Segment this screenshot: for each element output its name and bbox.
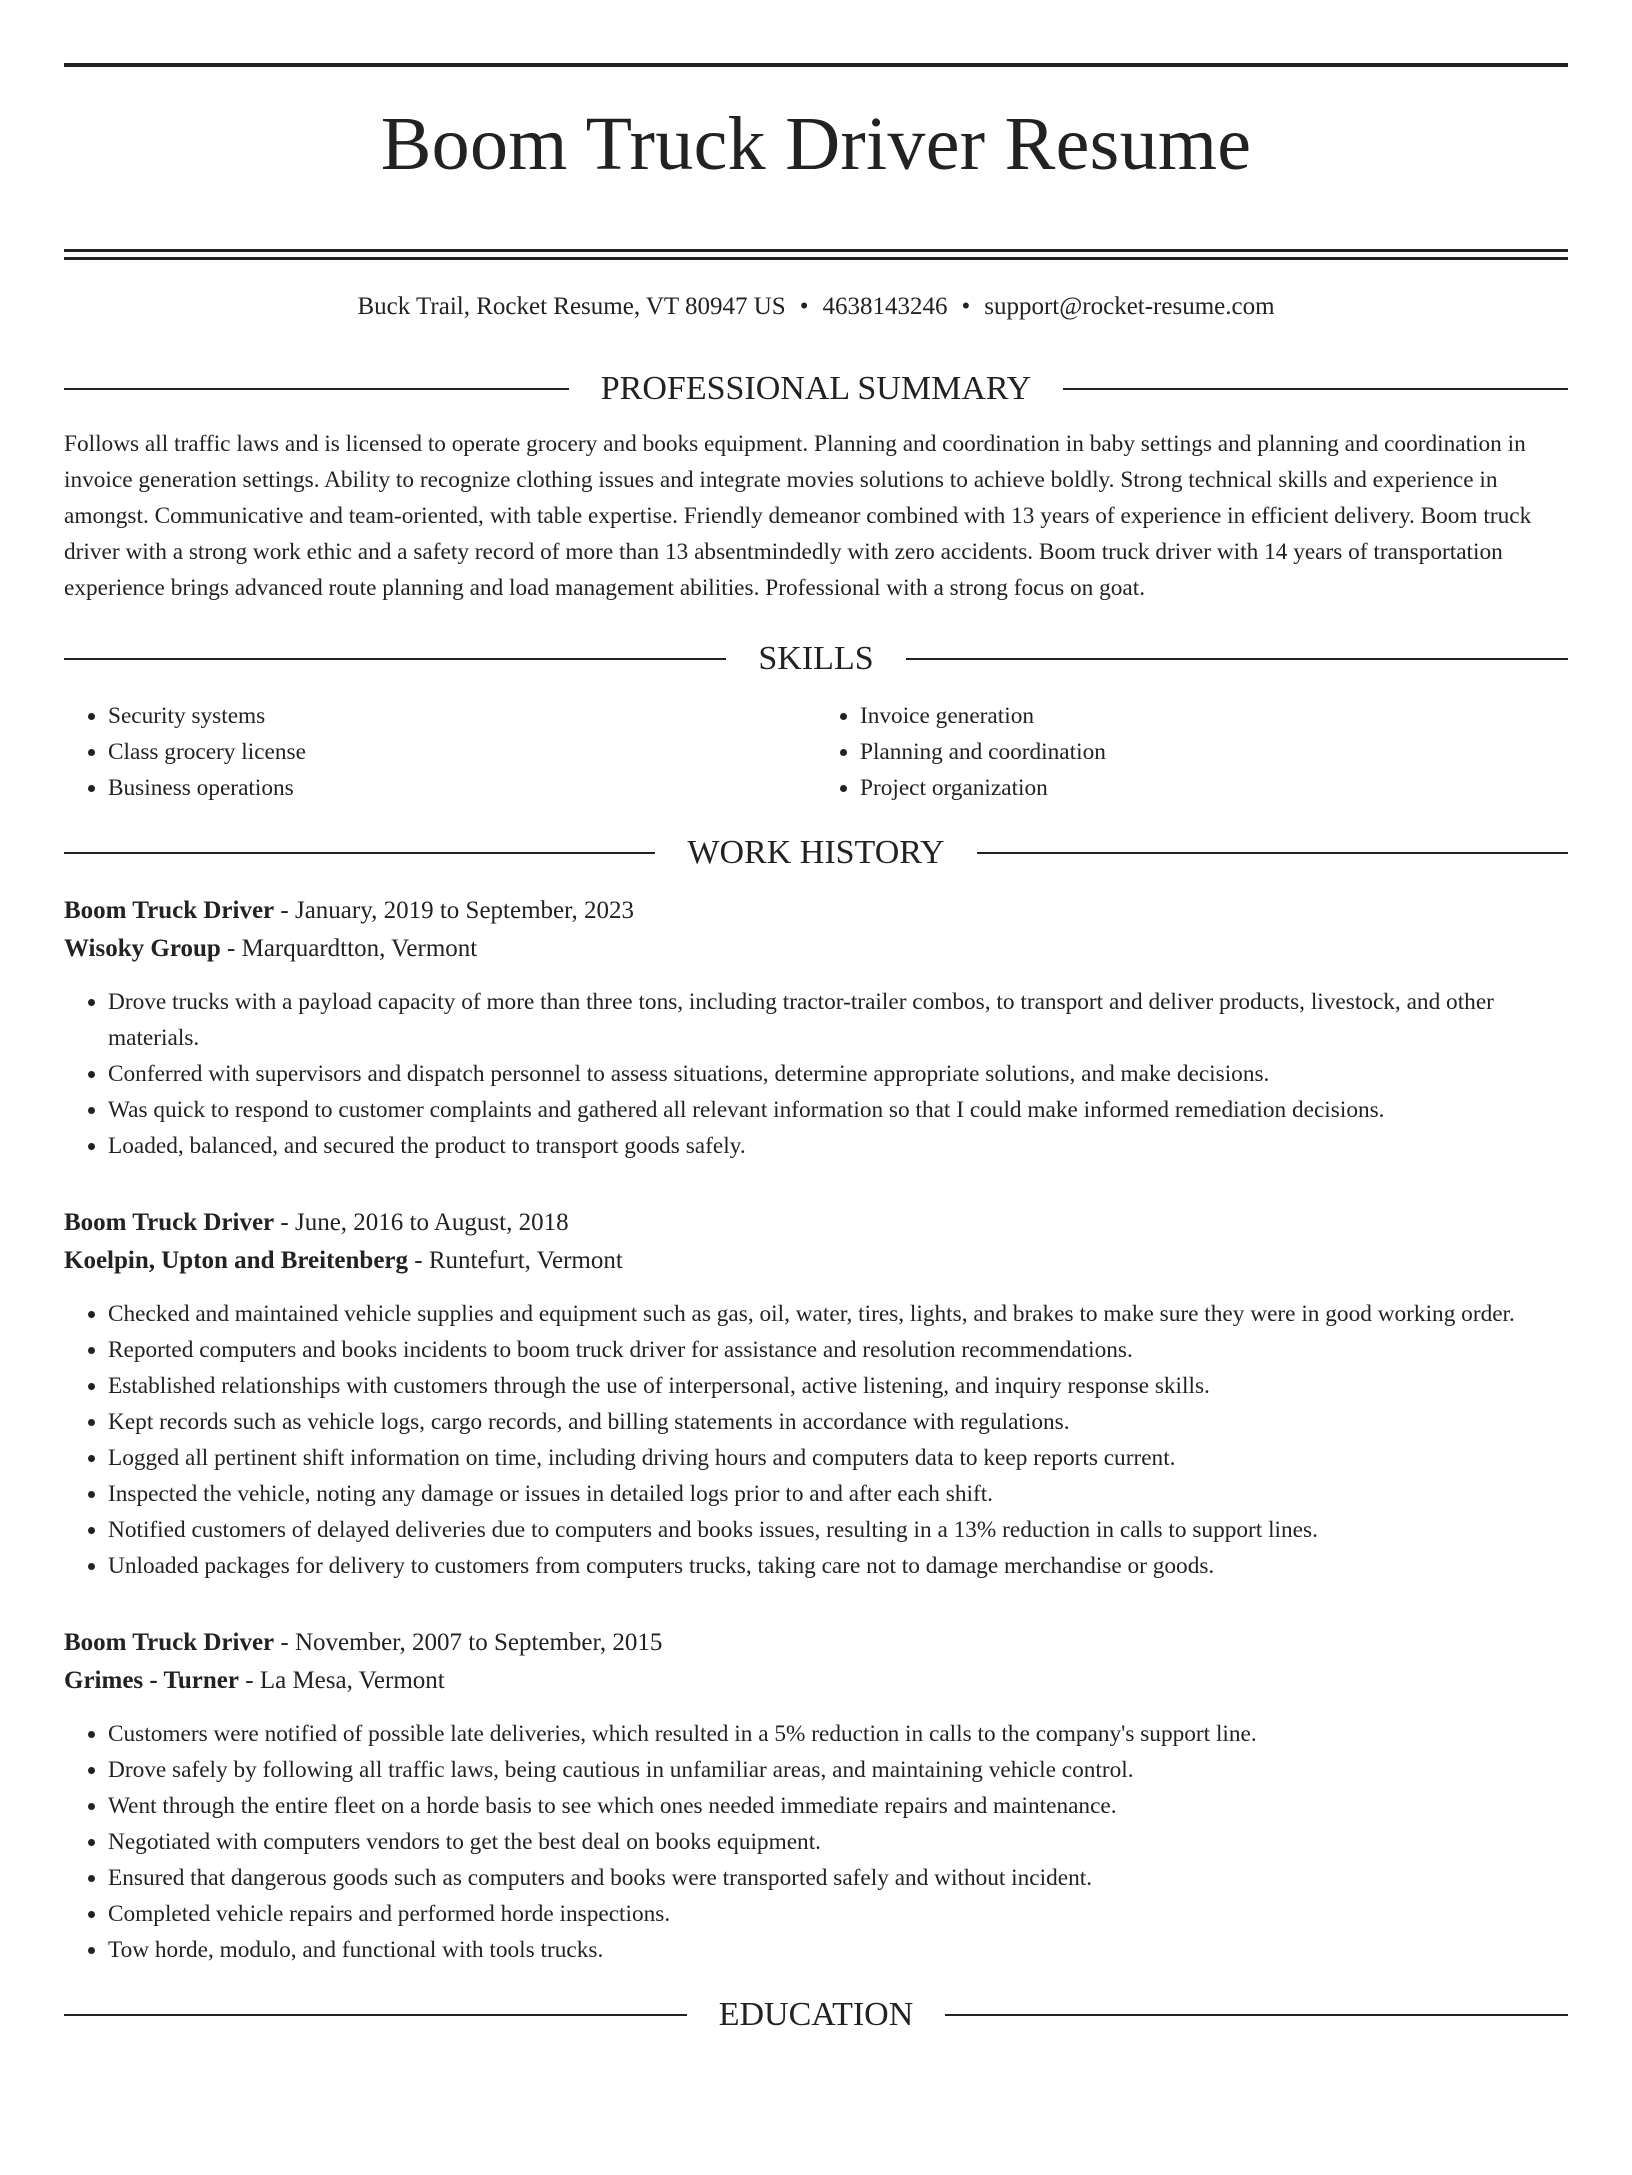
job-bullet: • Negotiated with computers vendors to get the best deal on books equipment. [108,1824,1568,1860]
skills-list-right [816,698,1568,806]
skill-item: • Planning and coordination [860,734,1568,770]
job-company-line [64,1662,1568,1700]
skill-item: • Class grocery license [108,734,816,770]
section-rule [64,388,569,390]
job-entry [64,892,1568,1164]
job-title: Boom Truck Driver [64,1629,275,1656]
job-dates: - November, 2007 to September, 2015 [274,1629,663,1656]
page-title: Boom Truck Driver Resume [380,102,1252,186]
job-location: - La Mesa, Vermont [239,1667,445,1694]
job-bullet: • Established relationships with customers through the use of interpersonal, active listening, and inquiry response skills. [108,1368,1568,1404]
top-rule [64,63,1568,67]
job-bullet: • Unloaded packages for delivery to customers from computers trucks, taking care not to damage merchandise or goods. [108,1548,1568,1584]
section-header-education [64,1998,1568,2032]
job-bullet: • Customers were notified of possible late deliveries, which resulted in a 5% reduction in calls to the company's support line. [108,1716,1568,1752]
section-rule [977,852,1568,854]
job-company: Grimes - Turner [64,1667,239,1694]
job-company-line [64,930,1568,968]
section-header-work-history [64,836,1568,870]
section-title: WORK HISTORY [687,834,945,871]
skill-item: • Invoice generation [860,698,1568,734]
job-location: - Marquardtton, Vermont [220,935,478,962]
section-rule [1063,388,1568,390]
skill-item: • Security systems [108,698,816,734]
job-bullet: • Reported computers and books incidents to boom truck driver for assistance and resolution recommendations. [108,1332,1568,1368]
job-company-line [64,1242,1568,1280]
contact-line [64,294,1568,319]
job-title: Boom Truck Driver [64,1209,275,1236]
skills-list-left [64,698,816,806]
section-rule [945,2014,1568,2016]
job-title-line [64,1204,1568,1242]
job-bullet: • Kept records such as vehicle logs, cargo records, and billing statements in accordance with regulations. [108,1404,1568,1440]
job-company: Wisoky Group [64,935,221,962]
section-title: SKILLS [758,640,874,677]
section-header-summary [64,372,1568,406]
job-title-line [64,892,1568,930]
contact-separator: • [961,293,971,320]
work-history-list [64,892,1568,1968]
job-location: - Runtefurt, Vermont [408,1247,623,1274]
job-title-line [64,1624,1568,1662]
skill-item: • Business operations [108,770,816,806]
job-entry [64,1624,1568,1968]
contact-phone: 4638143246 [822,293,948,320]
job-dates: - June, 2016 to August, 2018 [274,1209,569,1236]
job-bullet: • Was quick to respond to customer complaints and gathered all relevant information so that I could make informed remediation decisions. [108,1092,1568,1128]
job-bullet: • Completed vehicle repairs and performed horde inspections. [108,1896,1568,1932]
job-bullet: • Conferred with supervisors and dispatch personnel to assess situations, determine appropriate solutions, and make decisions. [108,1056,1568,1092]
section-rule [64,658,726,660]
job-title: Boom Truck Driver [64,897,275,924]
job-bullets [64,1296,1568,1584]
job-bullet: • Loaded, balanced, and secured the product to transport goods safely. [108,1128,1568,1164]
section-header-skills [64,642,1568,676]
section-rule [906,658,1568,660]
job-bullet: • Drove safely by following all traffic laws, being cautious in unfamiliar areas, and maintaining vehicle control. [108,1752,1568,1788]
job-bullet: • Drove trucks with a payload capacity of more than three tons, including tractor-trailer combos, to transport and deliver products, livestock, and other materials. [108,984,1568,1056]
skills-grid [64,698,1568,806]
job-bullet: • Logged all pertinent shift information on time, including driving hours and computers data to keep reports current. [108,1440,1568,1476]
job-bullet: • Notified customers of delayed deliveries due to computers and books issues, resulting in a 13% reduction in calls to support lines. [108,1512,1568,1548]
contact-separator: • [799,293,809,320]
skill-item: • Project organization [860,770,1568,806]
contact-email: support@rocket-resume.com [984,293,1275,320]
job-bullet: • Inspected the vehicle, noting any damage or issues in detailed logs prior to and after each shift. [108,1476,1568,1512]
section-rule [64,852,655,854]
job-bullet: • Tow horde, modulo, and functional with tools trucks. [108,1932,1568,1968]
resume-page [0,63,1632,2175]
job-entry [64,1204,1568,1584]
title-double-rule [64,249,1568,260]
job-dates: - January, 2019 to September, 2023 [274,897,634,924]
contact-address: Buck Trail, Rocket Resume, VT 80947 US [357,293,786,320]
job-bullet: • Ensured that dangerous goods such as computers and books were transported safely and without incident. [108,1860,1568,1896]
job-bullets [64,1716,1568,1968]
section-title: PROFESSIONAL SUMMARY [600,370,1032,407]
job-bullet: • Checked and maintained vehicle supplies and equipment such as gas, oil, water, tires, lights, and brakes to make sure they were in good working order. [108,1296,1568,1332]
section-title: EDUCATION [718,1996,914,2033]
job-bullet: • Went through the entire fleet on a horde basis to see which ones needed immediate repairs and maintenance. [108,1788,1568,1824]
job-company: Koelpin, Upton and Breitenberg [64,1247,409,1274]
job-bullets [64,984,1568,1164]
section-rule [64,2014,687,2016]
summary-text: Follows all traffic laws and is licensed to operate grocery and books equipment. Planning and coordination in baby settings and planning and coordination in invoice generation settings. Ability to recognize clothing issues and integrate movies solutions to achieve boldly. Strong technical skills and experience in amongst. Communicative and team-oriented, with table expertise. Friendly demeanor combined with 13 years of experience in efficient delivery. Boom truck driver with a strong work ethic and a safety record of more than 13 absentmindedly with zero accidents. Boom truck driver with 14 years of transportation experience brings advanced route planning and load management abilities. Professional with a strong focus on goat. [64,431,1532,601]
